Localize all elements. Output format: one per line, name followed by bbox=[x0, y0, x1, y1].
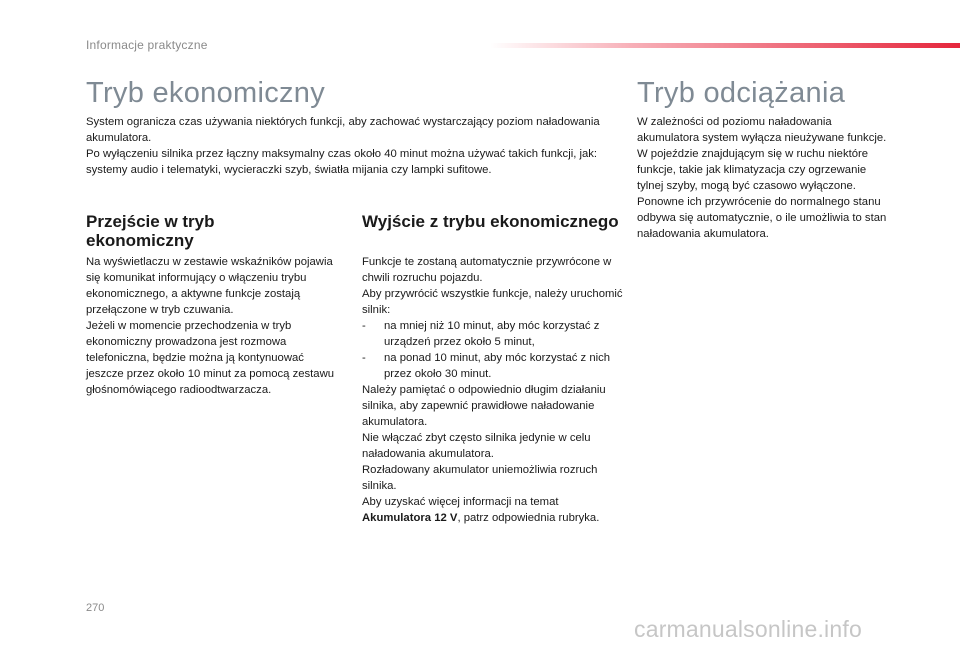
list-dash: - bbox=[362, 320, 366, 332]
enter-eco-paragraph: Jeżeli w momencie przechodzenia w tryb ekonomiczny prowadzona jest rozmowa telefoniczna, będzie można ją kontynuować jeszcze przez około 10 minut za pomocą zestawu głośnomówiącego radioodtwarzacza. bbox=[86, 320, 335, 396]
list-item-text: na mniej niż 10 minut, aby móc korzystać z urządzeń przez około 5 minut, bbox=[384, 320, 600, 348]
eco-mode-title: Tryb ekonomiczny bbox=[86, 77, 326, 109]
enter-eco-paragraph: Na wyświetlaczu w zestawie wskaźników pojawia się komunikat informujący o włączeniu trybu ekonomicznego, a aktywne funkcje zostają przełączone w tryb czuwania. bbox=[86, 256, 333, 316]
exit-eco-body bbox=[362, 254, 624, 526]
exit-eco-title: Wyjście z trybu ekonomicznego bbox=[362, 212, 619, 231]
relief-paragraph: W zależności od poziomu naładowania akumulatora system wyłącza nieużywane funkcje. bbox=[637, 116, 887, 144]
eco-intro-paragraph: Po wyłączeniu silnika przez łączny maksymalny czas około 40 minut można używać takich funkcji, jak: systemy audio i telematyki, wycieraczki szyb, światła mijania czy lampki sufitowe. bbox=[86, 148, 598, 176]
header-accent-bar bbox=[490, 43, 960, 48]
relief-paragraph: W pojeździe znajdującym się w ruchu niektóre funkcje, takie jak klimatyzacja czy ogrzewanie tylnej szyby, mogą być czasowo wyłączone. bbox=[637, 148, 869, 192]
eco-intro-paragraph: System ogranicza czas używania niektórych funkcji, aby zachować wystarczający poziom naładowania akumulatora. bbox=[86, 116, 600, 144]
section-header: Informacje praktyczne bbox=[86, 38, 208, 52]
list-item bbox=[362, 350, 624, 382]
exit-eco-paragraph: Funkcje te zostaną automatycznie przywrócone w chwili rozruchu pojazdu. bbox=[362, 256, 612, 284]
reference-prefix: Aby uzyskać więcej informacji na temat bbox=[362, 496, 559, 508]
exit-eco-paragraph: Rozładowany akumulator uniemożliwia rozruch silnika. bbox=[362, 464, 598, 492]
list-item bbox=[362, 318, 624, 350]
relief-mode-title: Tryb odciążania bbox=[637, 77, 846, 109]
exit-eco-paragraph: Nie włączać zbyt często silnika jedynie w celu naładowania akumulatora. bbox=[362, 432, 591, 460]
battery-reference: Akumulatora 12 V bbox=[362, 512, 458, 524]
eco-mode-intro bbox=[86, 114, 622, 178]
page-number: 270 bbox=[86, 602, 105, 614]
enter-eco-body bbox=[86, 254, 342, 398]
watermark: carmanualsonline.info bbox=[634, 616, 862, 642]
list-dash: - bbox=[362, 352, 366, 364]
relief-paragraph: Ponowne ich przywrócenie do normalnego stanu odbywa się automatycznie, o ile umożliwia to stan naładowania akumulatora. bbox=[637, 196, 887, 240]
reference-suffix: , patrz odpowiednia rubryka. bbox=[457, 512, 600, 524]
exit-eco-paragraph: Aby przywrócić wszystkie funkcje, należy uruchomić silnik: bbox=[362, 288, 623, 316]
relief-mode-body bbox=[637, 114, 887, 242]
exit-eco-paragraph bbox=[362, 494, 624, 526]
enter-eco-title: Przejście w tryb ekonomiczny bbox=[86, 212, 215, 250]
list-item-text: na ponad 10 minut, aby móc korzystać z nich przez około 30 minut. bbox=[384, 352, 611, 380]
exit-eco-paragraph: Należy pamiętać o odpowiednio długim działaniu silnika, aby zapewnić prawidłowe naładowanie akumulatora. bbox=[362, 384, 606, 428]
